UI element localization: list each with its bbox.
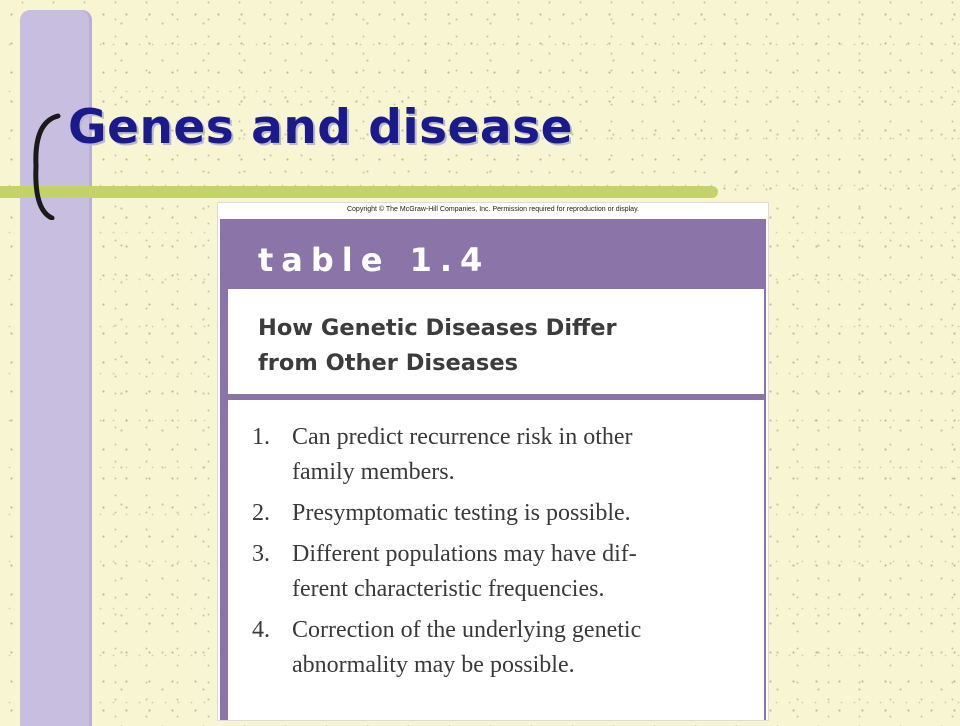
item-line: Correction of the underlying genetic [292, 617, 642, 643]
item-number: 4. [252, 617, 270, 643]
item-line: Presymptomatic testing is possible. [292, 500, 631, 526]
table-caption-box [228, 289, 764, 394]
list-item [252, 613, 742, 683]
table-caption [258, 311, 728, 381]
item-text [292, 537, 742, 607]
item-line: family members. [292, 459, 455, 485]
item-text [292, 420, 742, 490]
item-text [292, 496, 742, 531]
item-number: 1. [252, 424, 270, 450]
list-item [252, 537, 742, 607]
item-number: 2. [252, 500, 270, 526]
table-figure [218, 203, 768, 720]
table-body [228, 400, 764, 720]
slide-title: Genes and disease [68, 100, 573, 155]
caption-line: How Genetic Diseases Differ [258, 315, 617, 341]
item-line: Different populations may have dif- [292, 541, 637, 567]
item-number: 3. [252, 541, 270, 567]
item-line: abnormality may be possible. [292, 652, 575, 678]
item-line: Can predict recurrence risk in other [292, 424, 633, 450]
bracket-decoration [30, 112, 64, 220]
item-line: ferent characteristic frequencies. [292, 576, 605, 602]
list-item [252, 496, 742, 531]
caption-line: from Other Diseases [258, 350, 518, 376]
item-text [292, 613, 742, 683]
table-number-label: table 1.4 [258, 241, 491, 279]
table-frame [220, 219, 766, 720]
list-item [252, 420, 742, 490]
difference-list [252, 420, 742, 689]
title-underline-rule [0, 186, 718, 198]
copyright-notice: Copyright © The McGraw-Hill Companies, Inc. Permission required for reproduction or display. [346, 206, 639, 213]
